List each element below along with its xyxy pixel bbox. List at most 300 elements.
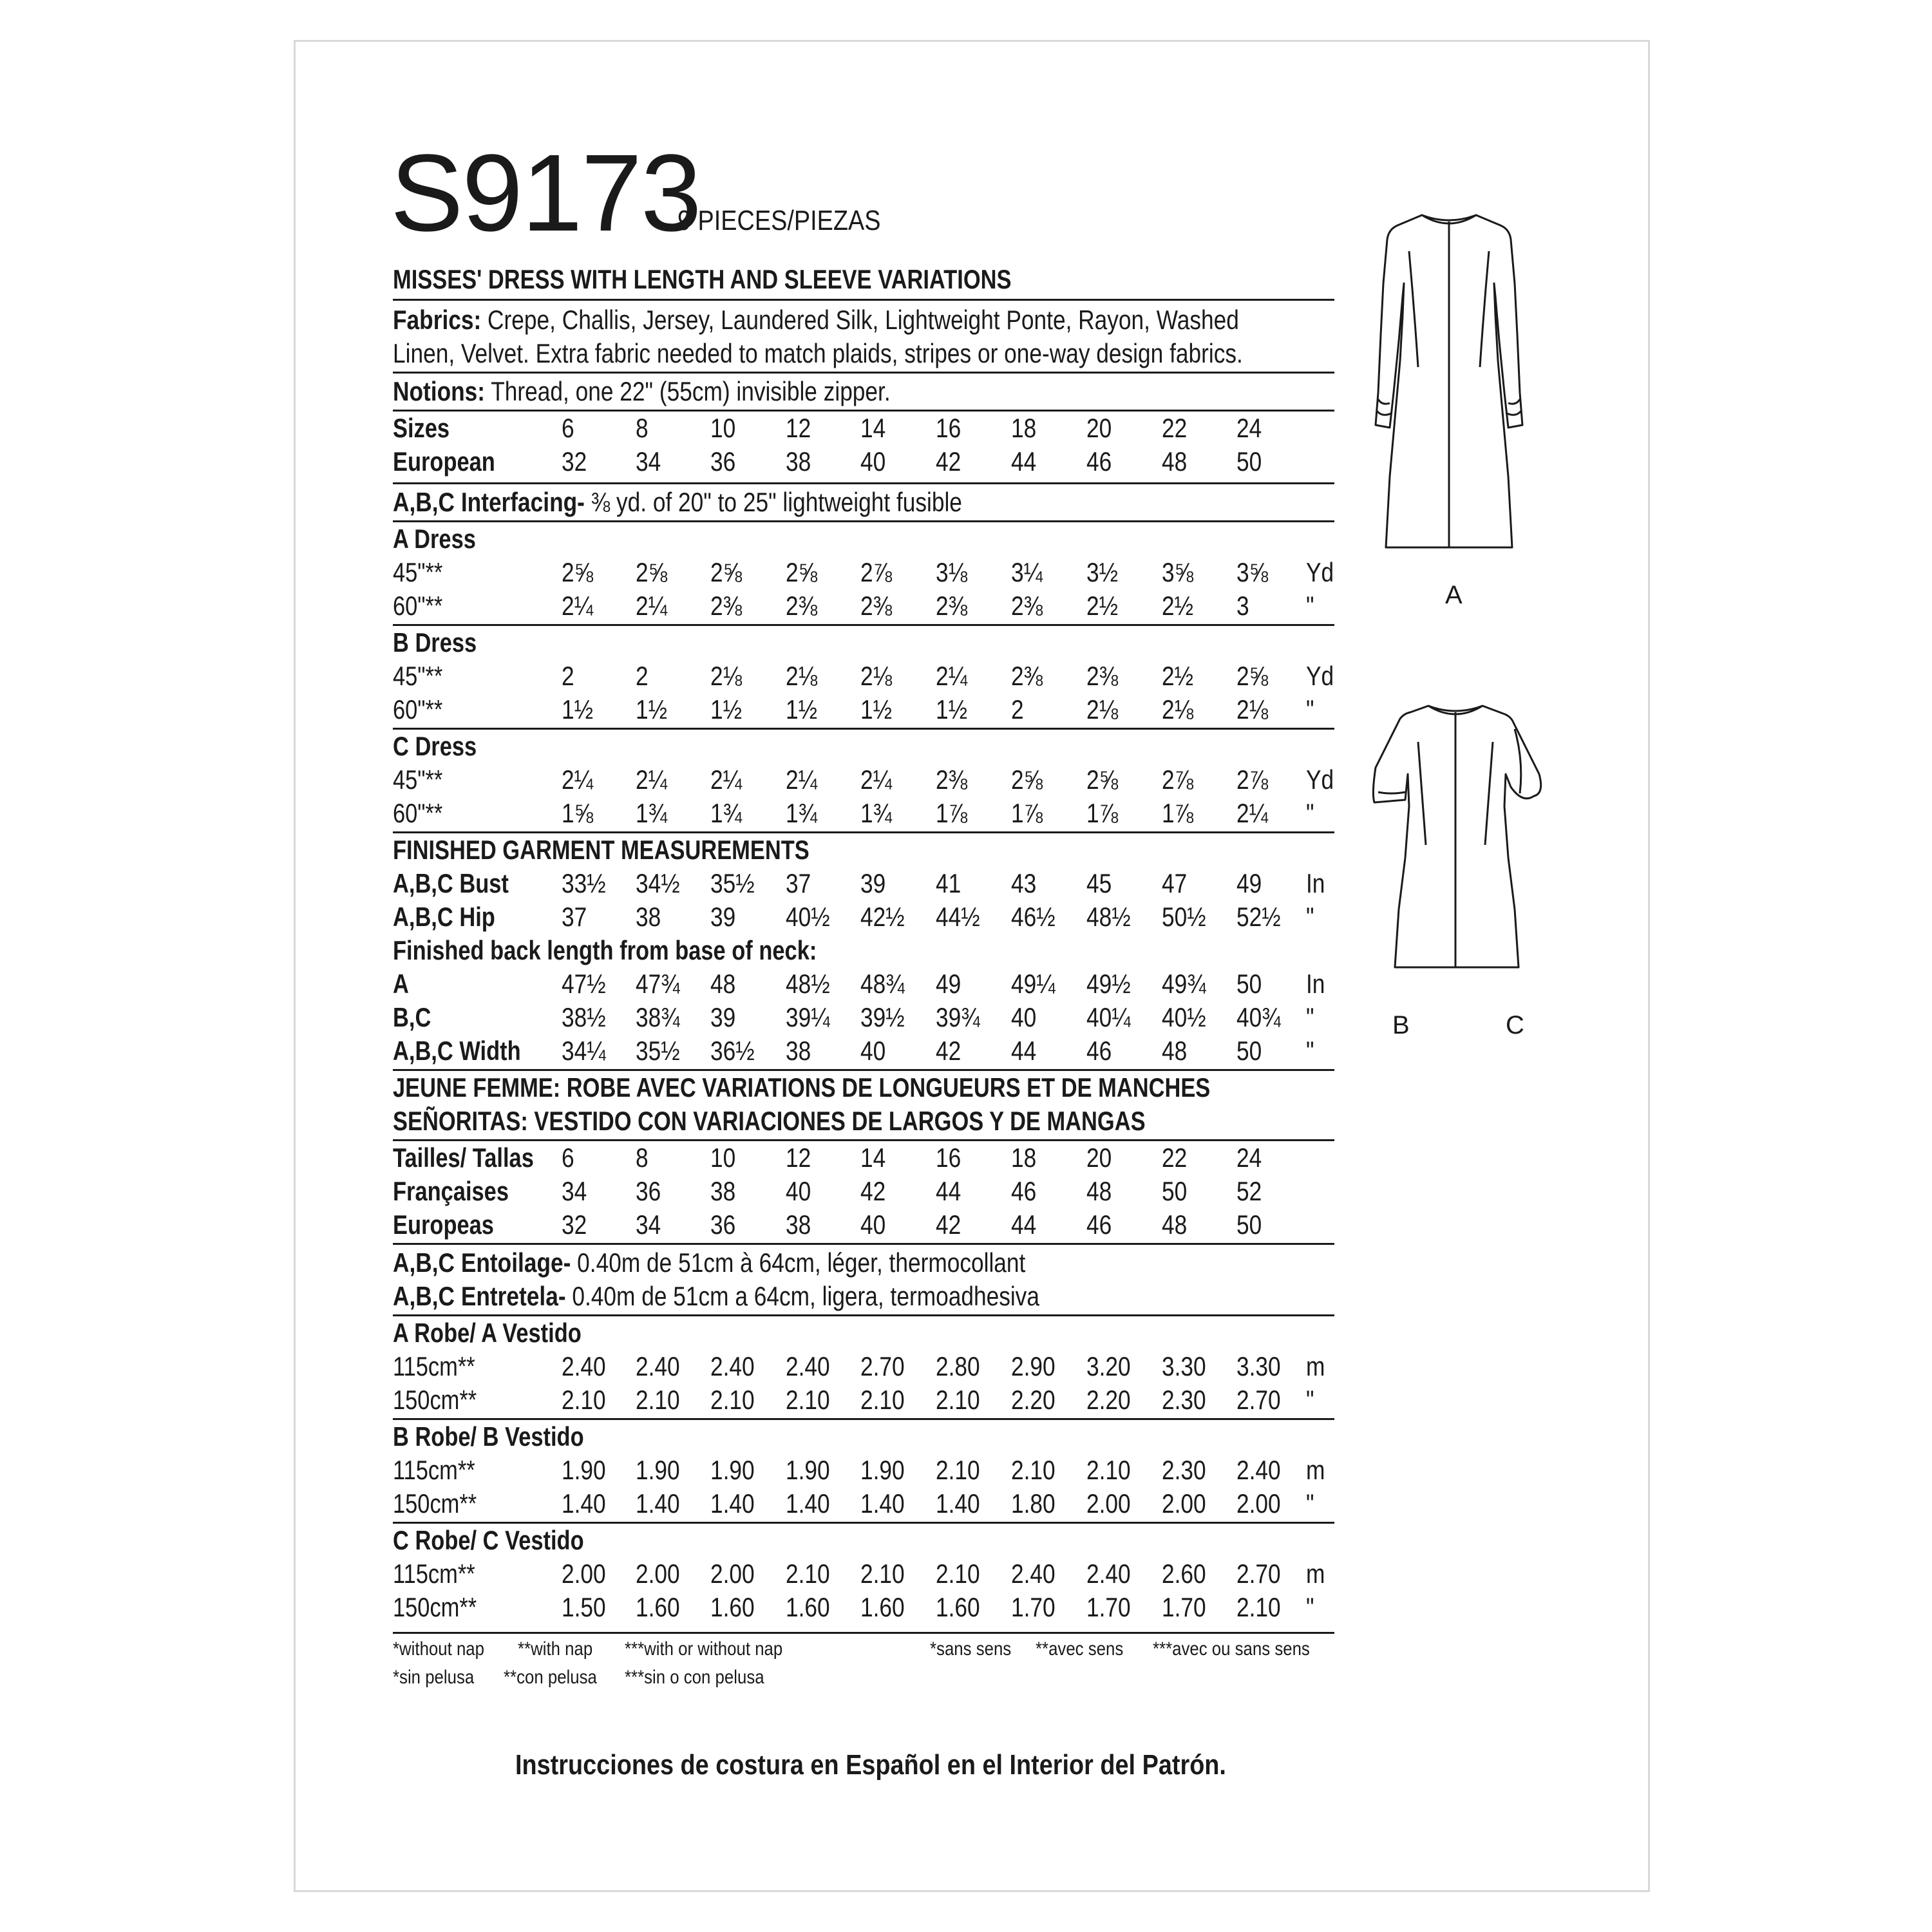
table-cell: 49 bbox=[1236, 868, 1262, 898]
table-cell: 2¼ bbox=[936, 661, 968, 691]
table-cell: 33½ bbox=[562, 868, 606, 898]
table-cell: 1.40 bbox=[710, 1488, 755, 1519]
table-cell: 2.30 bbox=[1162, 1455, 1206, 1485]
table-cell: 6 bbox=[562, 413, 574, 443]
table-cell: 2⅝ bbox=[1086, 764, 1119, 795]
interfacing-spanish: A,B,C Entretela- 0.40m de 51cm a 64cm, ligera, termoadhesiva bbox=[393, 1281, 1039, 1311]
notions: Notions: Thread, one 22" (55cm) invisible zipper. bbox=[393, 376, 891, 406]
footnote: *without nap bbox=[393, 1638, 485, 1660]
row-label: Europeas bbox=[393, 1209, 494, 1240]
row-label: 60"** bbox=[393, 591, 443, 621]
table-cell: 1⅞ bbox=[1162, 798, 1194, 828]
unit-cell: m bbox=[1306, 1558, 1325, 1589]
table-cell: 1.50 bbox=[562, 1592, 606, 1622]
view-label-c: C bbox=[1506, 1011, 1524, 1039]
row-label: 150cm** bbox=[393, 1488, 477, 1519]
table-cell: 37 bbox=[562, 902, 587, 932]
row-label: 45"** bbox=[393, 764, 443, 795]
table-cell: 2⅞ bbox=[1236, 764, 1269, 795]
table-cell: 39¼ bbox=[786, 1002, 830, 1032]
unit-cell: In bbox=[1306, 868, 1325, 898]
table-cell: 38 bbox=[786, 1209, 811, 1240]
table-cell: 2.70 bbox=[860, 1351, 905, 1381]
table-cell: 2.10 bbox=[1011, 1455, 1056, 1485]
unit-cell: " bbox=[1306, 1036, 1314, 1066]
table-cell: 3½ bbox=[1086, 557, 1119, 587]
table-cell: 2⅛ bbox=[786, 661, 818, 691]
table-cell: 1.60 bbox=[786, 1592, 830, 1622]
section-title: A Robe/ A Vestido bbox=[393, 1318, 582, 1348]
table-cell: 40 bbox=[1011, 1002, 1037, 1032]
table-cell: 48 bbox=[710, 969, 736, 999]
table-cell: 2⅜ bbox=[1011, 591, 1043, 621]
table-cell: 49½ bbox=[1086, 969, 1131, 999]
table-row bbox=[393, 556, 1334, 589]
table-cell: 1.40 bbox=[860, 1488, 905, 1519]
table-cell: 2.00 bbox=[636, 1558, 680, 1589]
table-cell: 2.90 bbox=[1011, 1351, 1056, 1381]
table-cell: 1.90 bbox=[562, 1455, 606, 1485]
yardage-english bbox=[393, 522, 1334, 833]
table-row bbox=[393, 1034, 1334, 1068]
table-row bbox=[393, 1454, 1334, 1487]
row-label: Tailles/ Tallas bbox=[393, 1142, 534, 1173]
table-cell: 50½ bbox=[1162, 902, 1206, 932]
view-label-b: B bbox=[1392, 1011, 1410, 1039]
table-cell: 12 bbox=[786, 1142, 811, 1173]
table-cell: 49¼ bbox=[1011, 969, 1056, 999]
table-cell: 12 bbox=[786, 413, 811, 443]
table-row bbox=[393, 1175, 1334, 1208]
table-row bbox=[393, 797, 1334, 830]
pattern-title: MISSES' DRESS WITH LENGTH AND SLEEVE VARIATIONS bbox=[393, 264, 1012, 294]
footnotes-row-1 bbox=[393, 1635, 1334, 1663]
table-cell: 2.20 bbox=[1011, 1385, 1056, 1415]
row-label: 150cm** bbox=[393, 1592, 477, 1622]
section-title: C Robe/ C Vestido bbox=[393, 1525, 584, 1555]
table-row bbox=[393, 659, 1334, 693]
table-cell: 2⅜ bbox=[936, 591, 968, 621]
table-cell: 2⅞ bbox=[1162, 764, 1194, 795]
table-cell: 3¼ bbox=[1011, 557, 1043, 587]
table-cell: 1.90 bbox=[636, 1455, 680, 1485]
table-cell: 18 bbox=[1011, 1142, 1037, 1173]
table-cell: 24 bbox=[1236, 1142, 1262, 1173]
table-cell: 38½ bbox=[562, 1002, 606, 1032]
table-cell: 2 bbox=[636, 661, 649, 691]
pieces-count: 9 PIECES/PIEZAS bbox=[677, 205, 881, 236]
table-cell: 40½ bbox=[786, 902, 830, 932]
table-cell: 2⅜ bbox=[786, 591, 818, 621]
table-cell: 2½ bbox=[1086, 591, 1119, 621]
footnote: ***with or without nap bbox=[625, 1638, 783, 1660]
table-cell: 2¼ bbox=[562, 591, 594, 621]
table-cell: 2.40 bbox=[1236, 1455, 1281, 1485]
table-cell: 36½ bbox=[710, 1036, 755, 1066]
row-label: 115cm** bbox=[393, 1455, 475, 1485]
dress-view-a-illustration bbox=[1346, 206, 1552, 567]
table-cell: 2¼ bbox=[710, 764, 743, 795]
table-cell: 2 bbox=[562, 661, 574, 691]
table-cell: 39 bbox=[860, 868, 886, 898]
table-cell: 3⅝ bbox=[1236, 557, 1269, 587]
table-cell: 46 bbox=[1011, 1176, 1037, 1206]
table-row bbox=[393, 1350, 1334, 1383]
table-cell: 16 bbox=[936, 1142, 961, 1173]
table-cell: 1½ bbox=[860, 694, 893, 724]
table-cell: 47½ bbox=[562, 969, 606, 999]
table-cell: 2⅜ bbox=[710, 591, 743, 621]
table-cell: 2.60 bbox=[1162, 1558, 1206, 1589]
table-cell: 2.80 bbox=[936, 1351, 980, 1381]
table-cell: 42 bbox=[936, 1036, 961, 1066]
table-cell: 2½ bbox=[1162, 591, 1194, 621]
table-cell: 2¼ bbox=[786, 764, 818, 795]
unit-cell: " bbox=[1306, 1488, 1314, 1519]
table-cell: 40¼ bbox=[1086, 1002, 1131, 1032]
footnote: *sin pelusa bbox=[393, 1667, 475, 1688]
table-cell: 2.00 bbox=[1162, 1488, 1206, 1519]
table-cell: 40 bbox=[786, 1176, 811, 1206]
table-cell: 48½ bbox=[786, 969, 830, 999]
row-label: A,B,C Hip bbox=[393, 902, 495, 932]
table-cell: 2½ bbox=[1162, 661, 1194, 691]
table-cell: 34 bbox=[636, 446, 661, 477]
table-cell: 3.30 bbox=[1236, 1351, 1281, 1381]
table-cell: 34¼ bbox=[562, 1036, 606, 1066]
table-cell: 1¾ bbox=[786, 798, 818, 828]
table-cell: 2.00 bbox=[710, 1558, 755, 1589]
table-cell: 2.30 bbox=[1162, 1385, 1206, 1415]
row-label: 45"** bbox=[393, 557, 443, 587]
table-cell: 35½ bbox=[710, 868, 755, 898]
sizes-table-french-spanish bbox=[393, 1141, 1334, 1242]
row-label: European bbox=[393, 446, 495, 477]
table-cell: 2.00 bbox=[1236, 1488, 1281, 1519]
table-row bbox=[393, 589, 1334, 623]
table-cell: 2.10 bbox=[860, 1385, 905, 1415]
table-cell: 34½ bbox=[636, 868, 680, 898]
table-cell: 1⅝ bbox=[562, 798, 594, 828]
table-cell: 1.60 bbox=[860, 1592, 905, 1622]
table-cell: 18 bbox=[1011, 413, 1037, 443]
section-title: Finished back length from base of neck: bbox=[393, 935, 817, 965]
table-row bbox=[393, 763, 1334, 797]
section-title: FINISHED GARMENT MEASUREMENTS bbox=[393, 835, 810, 865]
table-cell: 44 bbox=[1011, 1036, 1037, 1066]
table-cell: 2¼ bbox=[636, 591, 668, 621]
section-title: B Dress bbox=[393, 627, 477, 658]
row-label: A,B,C Bust bbox=[393, 868, 509, 898]
table-cell: 1.70 bbox=[1011, 1592, 1056, 1622]
table-cell: 46½ bbox=[1011, 902, 1056, 932]
table-cell: 2.10 bbox=[786, 1558, 830, 1589]
table-cell: 2⅛ bbox=[860, 661, 893, 691]
table-cell: 2⅛ bbox=[710, 661, 743, 691]
table-cell: 2¼ bbox=[562, 764, 594, 795]
table-cell: 50 bbox=[1162, 1176, 1188, 1206]
table-cell: 40 bbox=[860, 1036, 886, 1066]
table-cell: 34 bbox=[562, 1176, 587, 1206]
table-cell: 2⅛ bbox=[1162, 694, 1194, 724]
table-cell: 20 bbox=[1086, 413, 1112, 443]
table-cell: 39 bbox=[710, 902, 736, 932]
title-french: JEUNE FEMME: ROBE AVEC VARIATIONS DE LONGUEURS ET DE MANCHES bbox=[393, 1072, 1211, 1103]
table-cell: 38 bbox=[786, 446, 811, 477]
unit-cell: Yd bbox=[1306, 764, 1334, 795]
table-cell: 50 bbox=[1236, 969, 1262, 999]
unit-cell: " bbox=[1306, 1002, 1314, 1032]
table-cell: 38 bbox=[710, 1176, 736, 1206]
table-cell: 2.40 bbox=[710, 1351, 755, 1381]
table-cell: 49¾ bbox=[1162, 969, 1206, 999]
footnote: *sans sens bbox=[930, 1638, 1012, 1660]
table-cell: 36 bbox=[710, 1209, 736, 1240]
unit-cell: m bbox=[1306, 1351, 1325, 1381]
table-cell: 2⅝ bbox=[1011, 764, 1043, 795]
table-cell: 43 bbox=[1011, 868, 1037, 898]
table-cell: 34 bbox=[636, 1209, 661, 1240]
table-cell: 41 bbox=[936, 868, 961, 898]
table-row bbox=[393, 1487, 1334, 1520]
table-cell: 38¾ bbox=[636, 1002, 680, 1032]
sizes-table-english bbox=[393, 412, 1334, 478]
table-cell: 2.10 bbox=[936, 1455, 980, 1485]
view-label-a: A bbox=[1445, 581, 1463, 609]
table-cell: 24 bbox=[1236, 413, 1262, 443]
table-cell: 1½ bbox=[710, 694, 743, 724]
table-cell: 2¼ bbox=[860, 764, 893, 795]
table-cell: 37 bbox=[786, 868, 811, 898]
table-cell: 35½ bbox=[636, 1036, 680, 1066]
interfacing-english: A,B,C Interfacing- ⅜ yd. of 20" to 25" lightweight fusible bbox=[393, 487, 962, 517]
table-cell: 2.10 bbox=[562, 1385, 606, 1415]
table-cell: 10 bbox=[710, 413, 736, 443]
row-label: A,B,C Width bbox=[393, 1036, 521, 1066]
table-cell: 3.30 bbox=[1162, 1351, 1206, 1381]
table-cell: 2.40 bbox=[562, 1351, 606, 1381]
table-cell: 1.40 bbox=[786, 1488, 830, 1519]
table-row bbox=[393, 1208, 1334, 1242]
unit-cell: " bbox=[1306, 694, 1314, 724]
fabrics-line-1: Fabrics: Crepe, Challis, Jersey, Laundered Silk, Lightweight Ponte, Rayon, Washed bbox=[393, 305, 1239, 335]
table-cell: 2.00 bbox=[1086, 1488, 1131, 1519]
table-cell: 40¾ bbox=[1236, 1002, 1281, 1032]
table-cell: 38 bbox=[786, 1036, 811, 1066]
table-cell: 2⅛ bbox=[1086, 694, 1119, 724]
table-cell: 2⅜ bbox=[860, 591, 893, 621]
table-cell: 1.40 bbox=[562, 1488, 606, 1519]
table-cell: 2.40 bbox=[1011, 1558, 1056, 1589]
table-row bbox=[393, 445, 1334, 478]
table-cell: 3⅝ bbox=[1162, 557, 1194, 587]
table-cell: 48 bbox=[1162, 446, 1188, 477]
table-cell: 46 bbox=[1086, 1036, 1112, 1066]
footnotes-row-2 bbox=[393, 1663, 1334, 1692]
footnote: **with nap bbox=[518, 1638, 593, 1660]
table-row bbox=[393, 1141, 1334, 1175]
yardage-chart bbox=[393, 263, 1334, 1692]
fabrics-line-2: Linen, Velvet. Extra fabric needed to match plaids, stripes or one-way design fabrics. bbox=[393, 338, 1243, 368]
table-cell: 42 bbox=[936, 446, 961, 477]
table-cell: 52 bbox=[1236, 1176, 1262, 1206]
table-cell: 3⅛ bbox=[936, 557, 968, 587]
table-row bbox=[393, 412, 1334, 445]
table-row bbox=[393, 1001, 1334, 1034]
table-cell: 36 bbox=[636, 1176, 661, 1206]
unit-cell: In bbox=[1306, 969, 1325, 999]
table-cell: 42½ bbox=[860, 902, 905, 932]
table-cell: 8 bbox=[636, 413, 649, 443]
table-cell: 32 bbox=[562, 446, 587, 477]
table-cell: 2.10 bbox=[636, 1385, 680, 1415]
table-cell: 52½ bbox=[1236, 902, 1281, 932]
row-label: Sizes bbox=[393, 413, 450, 443]
table-cell: 48¾ bbox=[860, 969, 905, 999]
table-cell: 1½ bbox=[636, 694, 668, 724]
spanish-instructions-note: Instrucciones de costura en Español en el Interior del Patrón. bbox=[515, 1749, 1226, 1781]
table-cell: 2⅝ bbox=[786, 557, 818, 587]
row-label: 115cm** bbox=[393, 1558, 475, 1589]
row-label: 60"** bbox=[393, 798, 443, 828]
table-cell: 48 bbox=[1086, 1176, 1112, 1206]
row-label: B,C bbox=[393, 1002, 431, 1032]
table-cell: 50 bbox=[1236, 446, 1262, 477]
table-cell: 1¾ bbox=[860, 798, 893, 828]
row-label: 45"** bbox=[393, 661, 443, 691]
table-cell: 2.40 bbox=[1086, 1558, 1131, 1589]
table-cell: 14 bbox=[860, 413, 886, 443]
table-cell: 49 bbox=[936, 969, 961, 999]
table-cell: 2⅜ bbox=[1086, 661, 1119, 691]
footnote: ***avec ou sans sens bbox=[1153, 1638, 1310, 1660]
table-cell: 3.20 bbox=[1086, 1351, 1131, 1381]
table-cell: 1⅞ bbox=[1011, 798, 1043, 828]
table-cell: 2⅝ bbox=[1236, 661, 1269, 691]
table-cell: 1¾ bbox=[710, 798, 743, 828]
unit-cell: " bbox=[1306, 591, 1314, 621]
yardage-metric bbox=[393, 1316, 1334, 1624]
table-cell: 46 bbox=[1086, 446, 1112, 477]
title-spanish: SEÑORITAS: VESTIDO CON VARIACIONES DE LARGOS Y DE MANGAS bbox=[393, 1106, 1146, 1136]
table-cell: 45 bbox=[1086, 868, 1112, 898]
table-cell: 50 bbox=[1236, 1209, 1262, 1240]
table-cell: 40 bbox=[860, 446, 886, 477]
table-cell: 1½ bbox=[936, 694, 968, 724]
table-cell: 1.90 bbox=[710, 1455, 755, 1485]
table-cell: 44 bbox=[936, 1176, 961, 1206]
table-cell: 42 bbox=[936, 1209, 961, 1240]
table-cell: 39 bbox=[710, 1002, 736, 1032]
table-cell: 2.00 bbox=[562, 1558, 606, 1589]
table-cell: 1.40 bbox=[636, 1488, 680, 1519]
dress-view-bc-illustration bbox=[1365, 697, 1552, 993]
table-cell: 40½ bbox=[1162, 1002, 1206, 1032]
table-cell: 8 bbox=[636, 1142, 649, 1173]
table-cell: 2¼ bbox=[636, 764, 668, 795]
unit-cell: " bbox=[1306, 1592, 1314, 1622]
table-cell: 2.10 bbox=[860, 1558, 905, 1589]
table-cell: 22 bbox=[1162, 1142, 1188, 1173]
table-cell: 38 bbox=[636, 902, 661, 932]
table-cell: 1.60 bbox=[710, 1592, 755, 1622]
table-cell: 2.70 bbox=[1236, 1558, 1281, 1589]
table-cell: 32 bbox=[562, 1209, 587, 1240]
unit-cell: Yd bbox=[1306, 557, 1334, 587]
table-cell: 1½ bbox=[786, 694, 818, 724]
table-cell: 48½ bbox=[1086, 902, 1131, 932]
table-cell: 1½ bbox=[562, 694, 594, 724]
table-cell: 1.90 bbox=[786, 1455, 830, 1485]
table-cell: 2.40 bbox=[636, 1351, 680, 1381]
table-cell: 2⅜ bbox=[1011, 661, 1043, 691]
table-cell: 14 bbox=[860, 1142, 886, 1173]
unit-cell: " bbox=[1306, 798, 1314, 828]
table-cell: 2⅝ bbox=[562, 557, 594, 587]
table-cell: 1⅞ bbox=[936, 798, 968, 828]
table-cell: 2.70 bbox=[1236, 1385, 1281, 1415]
table-cell: 16 bbox=[936, 413, 961, 443]
table-cell: 2.10 bbox=[1086, 1455, 1131, 1485]
table-cell: 20 bbox=[1086, 1142, 1112, 1173]
table-cell: 1.70 bbox=[1086, 1592, 1131, 1622]
unit-cell: Yd bbox=[1306, 661, 1334, 691]
table-cell: 2⅝ bbox=[636, 557, 668, 587]
table-cell: 1.60 bbox=[936, 1592, 980, 1622]
footnote: **avec sens bbox=[1036, 1638, 1124, 1660]
table-cell: 40 bbox=[860, 1209, 886, 1240]
table-cell: 36 bbox=[710, 446, 736, 477]
table-cell: 22 bbox=[1162, 413, 1188, 443]
unit-cell: m bbox=[1306, 1455, 1325, 1485]
table-cell: 2 bbox=[1011, 694, 1024, 724]
table-row bbox=[393, 1383, 1334, 1417]
footnote: ***sin o con pelusa bbox=[625, 1667, 764, 1688]
row-label: 60"** bbox=[393, 694, 443, 724]
pattern-number: S9173 bbox=[390, 132, 701, 254]
section-title: B Robe/ B Vestido bbox=[393, 1421, 584, 1452]
table-cell: 46 bbox=[1086, 1209, 1112, 1240]
section-title: C Dress bbox=[393, 731, 477, 761]
table-cell: 2⅜ bbox=[936, 764, 968, 795]
table-row bbox=[393, 1557, 1334, 1591]
table-cell: 2⅝ bbox=[710, 557, 743, 587]
footnote: **con pelusa bbox=[504, 1667, 597, 1688]
interfacing-french: A,B,C Entoilage- 0.40m de 51cm à 64cm, léger, thermocollant bbox=[393, 1247, 1026, 1278]
table-row bbox=[393, 1591, 1334, 1624]
row-label: Françaises bbox=[393, 1176, 509, 1206]
table-cell: 50 bbox=[1236, 1036, 1262, 1066]
table-cell: 2.10 bbox=[786, 1385, 830, 1415]
unit-cell: " bbox=[1306, 1385, 1314, 1415]
finished-measurements bbox=[393, 833, 1334, 1068]
table-cell: 39¾ bbox=[936, 1002, 980, 1032]
row-label: A bbox=[393, 969, 409, 999]
table-row bbox=[393, 867, 1334, 900]
table-cell: 2⅞ bbox=[860, 557, 893, 587]
table-cell: 44 bbox=[1011, 1209, 1037, 1240]
table-cell: 42 bbox=[860, 1176, 886, 1206]
table-cell: 1.70 bbox=[1162, 1592, 1206, 1622]
table-row bbox=[393, 693, 1334, 726]
table-row bbox=[393, 967, 1334, 1001]
table-cell: 1.90 bbox=[860, 1455, 905, 1485]
table-cell: 2⅛ bbox=[1236, 694, 1269, 724]
table-cell: 44½ bbox=[936, 902, 980, 932]
unit-cell: " bbox=[1306, 902, 1314, 932]
table-cell: 2.10 bbox=[936, 1385, 980, 1415]
table-row bbox=[393, 900, 1334, 934]
